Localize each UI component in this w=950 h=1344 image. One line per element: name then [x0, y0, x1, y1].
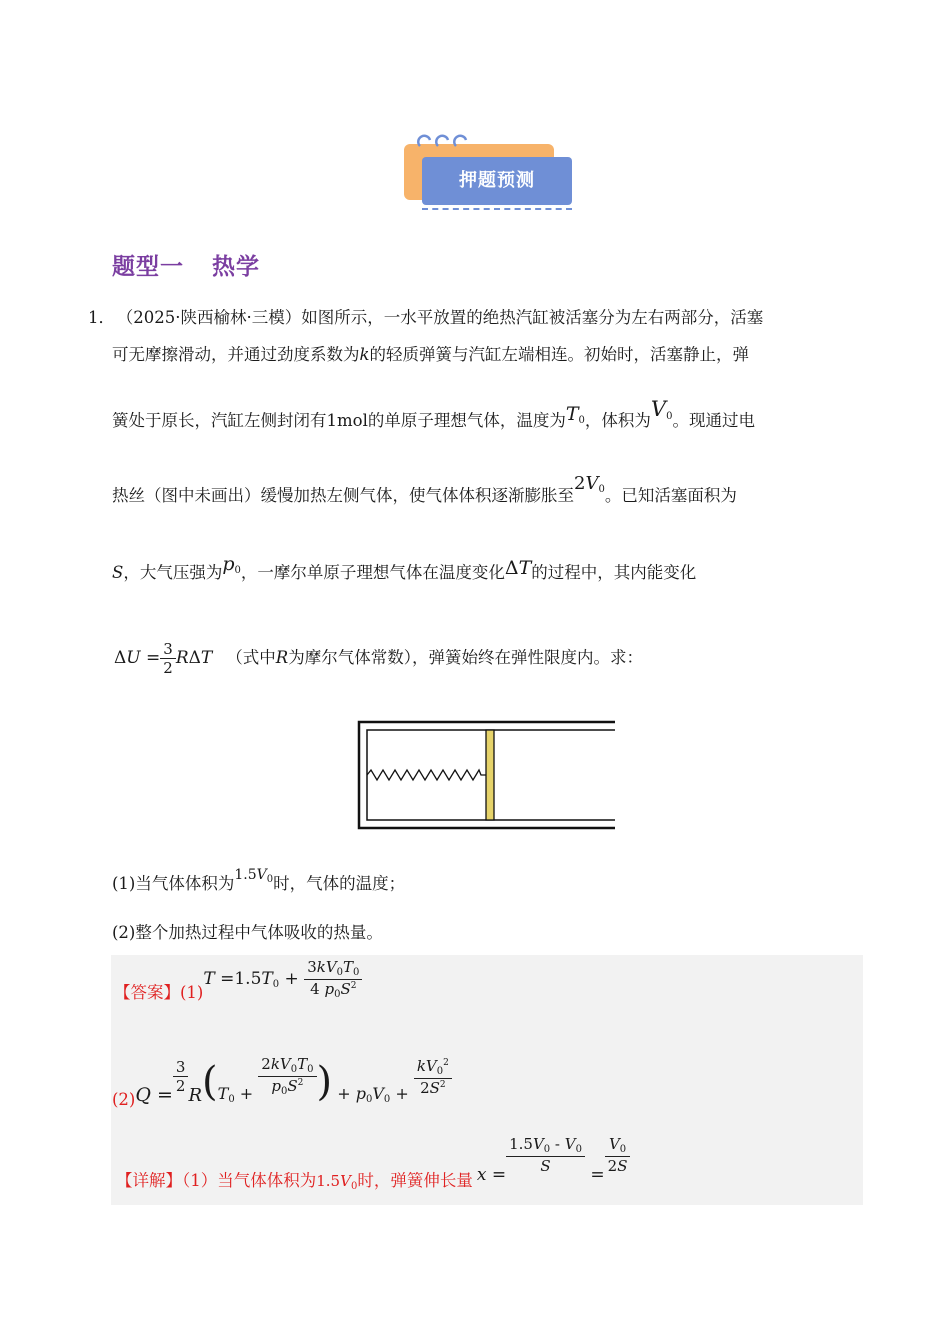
question-line-3 — [112, 397, 755, 432]
detail-1.5V0: $1.5V_0$ — [316, 1171, 358, 1192]
math-p0: $p_0$ — [222, 553, 241, 576]
question-line-5 — [112, 553, 697, 584]
formula-x-frac1: $\frac{1.5V_0 - V_0}{S}$ — [506, 1135, 585, 1175]
question-number: 1． — [88, 308, 115, 327]
banner-label: 押题预测 — [459, 170, 535, 191]
question-text: 簧处于原长，汽缸左侧封闭有 — [112, 411, 327, 430]
question-text: 的过程中，其内能变化 — [531, 563, 697, 582]
question-text: ，体积为 — [584, 411, 651, 430]
question-text: 。已知活塞面积为 — [604, 486, 737, 505]
math-T0: $T_0$ — [565, 403, 585, 426]
math-RdT: R — [175, 648, 189, 668]
paren-left: ( — [202, 1059, 218, 1105]
question-text: 的单原子理想气体，温度为 — [367, 411, 566, 430]
section-subtitle: 热学 — [212, 254, 260, 280]
piston — [486, 730, 494, 820]
formula-Q-frac3: $\frac{kV_0^2}{2S^2}$ — [414, 1057, 452, 1097]
formula-Q-R: R — [188, 1085, 203, 1106]
question-line-4 — [112, 473, 737, 507]
math-2V0: $2V_0$ — [574, 473, 605, 495]
question-text: 热丝（图中未画出）缓慢加热左侧气体，使气体体积逐渐膨胀至 — [112, 486, 574, 505]
var-R: R — [275, 648, 289, 667]
answer-line-1 — [114, 958, 362, 1015]
answer-part-2: (2) — [112, 1090, 136, 1109]
cylinder-diagram — [355, 718, 620, 833]
banner-dash — [422, 208, 572, 210]
formula-T-frac: $\frac{3kV_0T_0}{4 p_0S^2}$ — [304, 958, 362, 1001]
paren-right: ) — [316, 1059, 333, 1105]
math-1.5V0: 1.5V0 — [234, 867, 274, 885]
formula-Q-frac2: $\frac{2kV_0T_0}{p_0S^2}$ — [258, 1055, 316, 1098]
formula-Q-frac1: $\frac{3}{2}$ — [173, 1058, 189, 1095]
detail-text-2: 时，弹簧伸长量 — [357, 1170, 473, 1190]
question-text: 的轻质弹簧与汽缸左端相连。初始时，活塞静止，弹 — [369, 345, 749, 364]
question-text: （式中 — [226, 648, 276, 667]
formula-Q: Q = — [135, 1084, 173, 1106]
answer-part-1: (1) — [180, 983, 204, 1002]
answer-label: 【答案】 — [114, 983, 180, 1002]
part-2: (2)整个加热过程中气体吸收的热量。 — [112, 923, 383, 942]
formula-x-frac2: $\frac{V_0}{2S}$ — [605, 1135, 631, 1175]
spring — [367, 770, 486, 780]
math-dU: ΔU = — [114, 648, 161, 668]
detail-label: 【详解】 — [116, 1170, 182, 1190]
formula-x-eq: = — [584, 1164, 605, 1185]
question-text: ，一摩尔单原子理想气体在温度变化 — [240, 563, 505, 582]
math-dT: ΔT — [504, 557, 532, 579]
question-text: 1mol — [326, 411, 368, 430]
formula-x: x = — [476, 1164, 507, 1185]
question-text: 时，气体的温度； — [273, 874, 406, 893]
section-title: 题型一 — [112, 254, 184, 280]
answer-line-2 — [112, 1048, 452, 1109]
question-text: 如图所示，一水平放置的绝热汽缸被活塞分为左右两部分，活塞 — [301, 308, 764, 327]
math-V0: $V_0$ — [650, 397, 673, 422]
question-text: (1)当气体体积为 — [112, 874, 235, 893]
formula-Q-p0V0: + $p_0V_0$ + — [332, 1084, 414, 1105]
var-k: k — [359, 345, 370, 364]
var-S: S — [112, 563, 124, 582]
question-source: （2025·陕西榆林·三模） — [125, 308, 302, 327]
question-text: 。现通过电 — [672, 411, 755, 430]
detail-line — [116, 1135, 630, 1192]
question-line-6 — [114, 640, 643, 677]
question-text: 为摩尔气体常数），弹簧始终在弹性限度内。求： — [288, 648, 643, 667]
math-fraction: $\frac{3}{2}$ — [160, 640, 176, 677]
formula-Q-T0: $T_0$ + — [217, 1084, 259, 1105]
question-text: 可无摩擦滑动，并通过劲度系数为 — [112, 345, 360, 364]
rings-icon — [416, 128, 476, 150]
math-RdT-delta: ΔT — [188, 648, 213, 668]
question-line-2 — [112, 347, 749, 364]
formula-T: $T =1.5T_0$ + — [203, 969, 305, 990]
part-1 — [112, 867, 406, 895]
question-line-1 — [88, 310, 763, 327]
question-text: ，大气压强为 — [123, 563, 223, 582]
section-heading — [112, 248, 260, 281]
detail-text: （1）当气体体积为 — [182, 1170, 317, 1190]
